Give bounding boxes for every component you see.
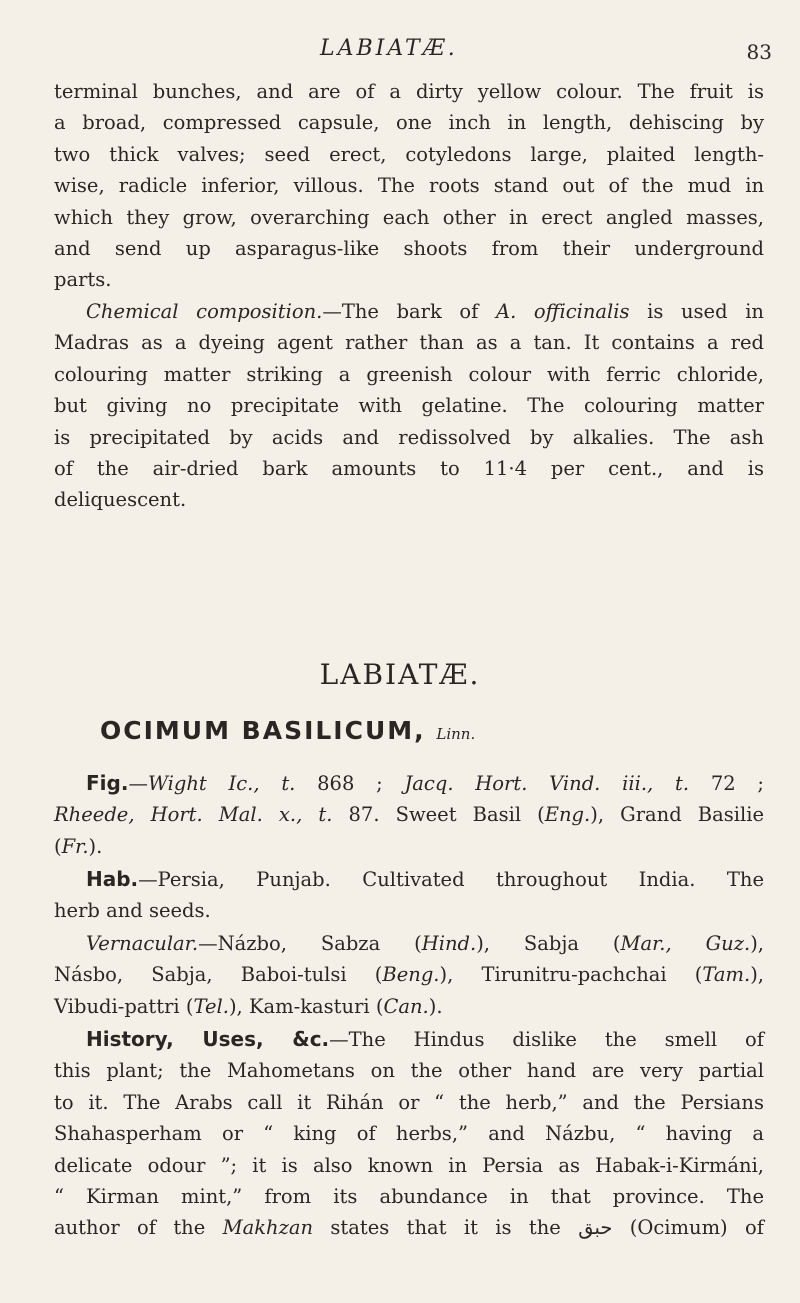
lang-abbr: Hind.	[421, 932, 477, 955]
fig-text: 868 ;	[295, 772, 405, 795]
paragraph-history	[54, 1024, 764, 1244]
fig-ref: Jacq. Hort. Vind. iii., t.	[404, 772, 690, 795]
text-line: but giving no precipitate with gelatine. The colouring matter	[54, 394, 764, 418]
book-title: Makhzan	[222, 1216, 314, 1240]
text-line: this plant; the Mahometans on the other hand are very partial	[54, 1059, 764, 1083]
section-title: LABIATÆ.	[319, 658, 481, 691]
text-line: which they grow, overarching each other in erect angled masses,	[54, 205, 764, 229]
fig-text: —	[128, 772, 148, 795]
lang-abbr: Beng.	[382, 963, 440, 987]
vern-text: ).	[428, 994, 443, 1018]
running-head: LABIATÆ.	[320, 36, 458, 61]
text-line	[54, 296, 764, 327]
vern-text: —Názbo, Sabza (	[198, 932, 422, 955]
text-line	[54, 831, 764, 862]
fig-ref: Wight Ic., t.	[147, 772, 296, 795]
text-line: parts.	[54, 268, 112, 292]
text-line: colouring matter striking a greenish colour with ferric chloride,	[54, 362, 764, 386]
fig-text: (	[54, 834, 62, 858]
chemical-label: Chemical composition.	[86, 300, 323, 323]
text-line	[54, 768, 764, 799]
vern-text: Násbo, Sabja, Baboi-tulsi (	[54, 963, 383, 987]
text-line	[54, 1212, 764, 1243]
chemical-text: is used in	[629, 300, 764, 323]
lang-abbr: Tel.	[193, 994, 229, 1018]
text-line: delicate odour ”; it is also known in Persia as Habak-i-Kirmáni,	[54, 1153, 764, 1177]
fig-text: ), Grand Basilie	[590, 803, 764, 827]
text-line	[54, 1024, 764, 1055]
hab-text: —Persia, Punjab. Cultivated throughout India. The	[138, 868, 764, 891]
history-text: author of the	[54, 1216, 223, 1240]
species-ref: A. officinalis	[496, 300, 630, 323]
text-line: to it. The Arabs call it Rihán or “ the herb,” and the Persians	[54, 1090, 764, 1114]
text-line: “ Kirman mint,” from its abundance in that province. The	[54, 1185, 764, 1209]
text-line: herb and seeds.	[54, 899, 211, 923]
hab-label: Hab.	[86, 867, 139, 891]
paragraph-hab	[54, 864, 764, 927]
vern-text: ), Tirunitru-pachchai (	[439, 963, 703, 987]
fig-ref: Rheede, Hort. Mal. x., t.	[54, 803, 333, 827]
vern-text: ), Sabja (	[476, 932, 621, 955]
species-authority: Linn.	[436, 725, 476, 743]
history-text: states that it is the حبق (Ocimum) of	[313, 1216, 764, 1240]
paragraph-fig	[54, 768, 764, 862]
fig-ref: Fr.	[61, 834, 89, 858]
paragraph-fruit	[54, 76, 764, 296]
text-line: Madras as a dyeing agent rather than as a tan. It contains a red	[54, 331, 764, 355]
history-label: History, Uses, &c.	[86, 1027, 330, 1051]
paragraph-chemical	[54, 296, 764, 516]
text-line: two thick valves; seed erect, cotyledons large, plaited length-	[54, 142, 764, 166]
text-line: wise, radicle inferior, villous. The roots stand out of the mud in	[54, 174, 764, 198]
fig-text: ).	[88, 834, 103, 858]
fig-text: 87. Sweet Basil (	[332, 803, 545, 827]
fig-label: Fig.	[86, 771, 129, 795]
text-line: deliquescent.	[54, 488, 187, 512]
vern-text: Vibudi-pattri (	[54, 994, 194, 1018]
lang-abbr: Mar., Guz.	[620, 932, 751, 955]
text-line	[54, 799, 764, 830]
vern-text: ),	[750, 963, 764, 987]
lang-abbr: Can.	[383, 994, 429, 1018]
fig-ref: Eng.	[544, 803, 591, 827]
text-line	[54, 928, 764, 959]
text-line: of the air-dried bark amounts to 11·4 per cent., and is	[54, 457, 764, 481]
text-line: Shahasperham or “ king of herbs,” and Názbu, “ having a	[54, 1122, 764, 1146]
text-line: a broad, compressed capsule, one inch in length, dehiscing by	[54, 111, 764, 135]
paragraph-vernacular	[54, 928, 764, 1022]
species-heading	[100, 716, 475, 745]
text-line: is precipitated by acids and redissolved by alkalies. The ash	[54, 425, 764, 449]
species-name: OCIMUM BASILICUM,	[100, 716, 426, 745]
text-line: and send up asparagus-like shoots from their underground	[54, 237, 764, 261]
vernacular-label: Vernacular.	[86, 932, 199, 955]
fig-text: 72 ;	[689, 772, 764, 795]
history-text: —The Hindus dislike the smell of	[329, 1028, 764, 1051]
lang-abbr: Tam.	[702, 963, 751, 987]
text-line	[54, 991, 764, 1022]
page-number: 83	[746, 40, 772, 64]
text-line	[54, 959, 764, 990]
vern-text: ), Kam-kasturi (	[228, 994, 384, 1018]
text-line: terminal bunches, and are of a dirty yellow colour. The fruit is	[54, 80, 764, 103]
text-line	[54, 864, 764, 895]
chemical-text: —The bark of	[322, 300, 496, 323]
vern-text: ),	[750, 932, 764, 955]
